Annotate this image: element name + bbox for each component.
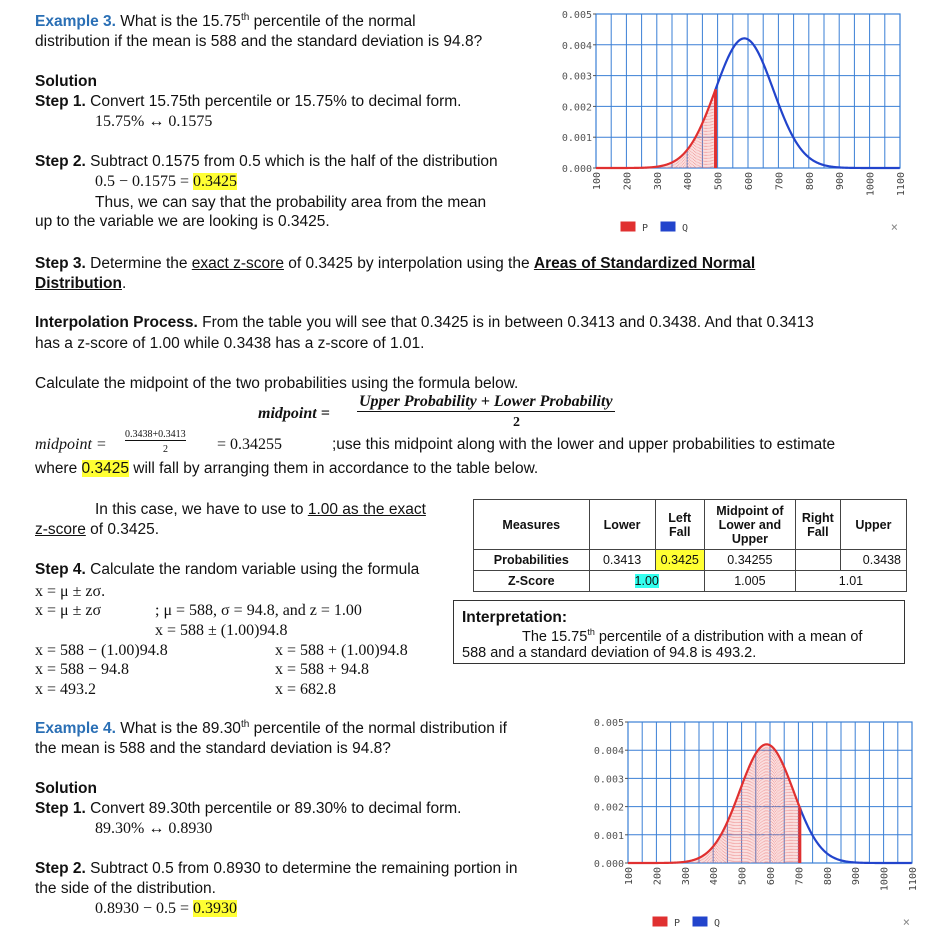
x-tick-label: 200	[622, 172, 634, 191]
step2: Step 2. Subtract 0.1575 from 0.5 which is the half of the distribution	[35, 153, 498, 170]
interpretation-line2: 588 and a standard deviation of 94.8 is 493.2.	[462, 645, 757, 661]
y-tick-label: 0.003	[593, 774, 624, 786]
solution-heading: Solution	[35, 73, 97, 90]
ex4-step2: Step 2. Subtract 0.5 from 0.8930 to determine the remaining portion in	[35, 860, 518, 877]
ex4-step1: Step 1. Convert 89.30th percentile or 89.30% to decimal form.	[35, 800, 462, 817]
left-calc-3: x = 493.2	[35, 681, 97, 698]
interpretation-title: Interpretation:	[462, 609, 568, 626]
formula-3: x = 588 ± (1.00)94.8	[155, 622, 288, 639]
normal-chart-2	[580, 716, 920, 943]
thus-line2: up to the variable we are looking is 0.3425.	[35, 213, 330, 230]
y-tick-label: 0.002	[593, 802, 624, 814]
example3-question: Example 3. What is the 15.75th percentile of the normal	[35, 12, 416, 31]
case-line1: In this case, we have to use to 1.00 as the exact	[95, 501, 426, 518]
midpoint-lhs: midpoint =	[258, 405, 330, 422]
interpolation-line2: has a z-score of 1.00 while 0.3438 has a z-score of 1.01.	[35, 335, 425, 352]
step4: Step 4. Calculate the random variable using the formula	[35, 561, 420, 578]
y-tick-label: 0.005	[561, 10, 592, 21]
y-tick-label: 0.002	[561, 102, 592, 114]
x-tick-label: 600	[766, 867, 777, 886]
step3: Step 3. Determine the exact z-score of 0.3425 by interpolation using the Areas of Standardized Normal Distribution.	[35, 255, 756, 292]
legend-p-label: P	[642, 223, 649, 234]
x-tick-label: 800	[822, 867, 834, 886]
normal-chart-1	[548, 8, 908, 248]
x-tick-label: 900	[851, 867, 863, 886]
x-tick-label: 200	[652, 867, 664, 886]
x-tick-label: 500	[713, 172, 725, 191]
right-calc-1: x = 588 + (1.00)94.8	[275, 642, 408, 659]
example3-label: Example 3.	[35, 13, 116, 31]
legend-q-label: Q	[714, 918, 721, 929]
step1: Step 1. Convert 15.75th percentile or 15.75% to decimal form.	[35, 93, 462, 110]
table-row-zscore: Z-Score 1.00 1.005 1.01	[474, 571, 907, 592]
ex4-step2-line2: the side of the distribution.	[35, 880, 216, 897]
measures-table-wrap	[473, 499, 907, 592]
legend-p-swatch	[652, 916, 668, 927]
y-tick-label: 0.001	[593, 830, 624, 842]
right-calc-2: x = 588 + 94.8	[275, 661, 370, 678]
midpoint2-result: = 0.34255	[217, 436, 283, 453]
example4-question-line2: the mean is 588 and the standard deviation is 94.8?	[35, 740, 391, 757]
example3-question-line2: distribution if the mean is 588 and the standard deviation is 94.8?	[35, 33, 483, 50]
x-tick-label: 100	[624, 867, 635, 886]
midpoint2-numerator: 0.3438+0.3413	[125, 429, 186, 440]
th-left-fall: Left Fall	[655, 500, 704, 550]
legend-q-label: Q	[682, 223, 689, 234]
right-calc-3: x = 682.8	[275, 681, 337, 698]
example4-question: Example 4. What is the 89.30th percentile of the normal distribution if	[35, 719, 507, 738]
x-tick-label: 800	[804, 172, 816, 191]
interpretation-line1: The 15.75th percentile of a distribution with a mean of	[522, 627, 863, 645]
y-tick-label: 0.001	[561, 133, 592, 145]
midpoint-denominator: 2	[513, 415, 520, 430]
x-tick-label: 300	[680, 867, 692, 886]
y-tick-label: 0.004	[593, 746, 624, 758]
midpoint-numerator: Upper Probability + Lower Probability	[359, 393, 613, 410]
y-tick-label: 0.005	[593, 718, 624, 729]
midpoint-use-note: ;use this midpoint along with the lower and upper probabilities to estimate	[332, 436, 836, 453]
formula-2-given: ; μ = 588, σ = 94.8, and z = 1.00	[155, 602, 362, 619]
ex4-step2-math: 0.8930 − 0.5 = 0.3930	[95, 900, 238, 917]
left-calc-2: x = 588 − 94.8	[35, 661, 130, 678]
x-tick-label: 300	[652, 172, 664, 191]
x-tick-label: 400	[683, 172, 695, 191]
th-midpoint: Midpoint of Lower and Upper	[704, 500, 795, 550]
zscore-link[interactable]: z-score	[35, 521, 86, 538]
exact-zscore-link-2[interactable]: 1.00 as the exact	[307, 501, 426, 518]
case-line2: z-score of 0.3425.	[35, 521, 160, 538]
normal-chart-2-svg	[580, 716, 920, 938]
midpoint2-denominator: 2	[163, 444, 168, 455]
interpretation-box	[453, 600, 905, 664]
legend-q-swatch	[692, 916, 708, 927]
legend-q-swatch	[660, 221, 676, 232]
close-icon: ×	[890, 220, 898, 234]
formula-2: x = μ ± zσ	[35, 602, 102, 619]
y-tick-label: 0.004	[561, 40, 592, 52]
legend-p-label: P	[674, 918, 681, 929]
x-tick-label: 900	[835, 172, 847, 191]
midpoint2-lhs: midpoint =	[35, 436, 107, 453]
x-tick-label: 100	[592, 172, 603, 191]
table-row-probabilities: Probabilities 0.3413 0.3425 0.34255 0.3438	[474, 550, 907, 571]
calculate-line: Calculate the midpoint of the two probabilities using the formula below.	[35, 375, 519, 392]
x-tick-label: 1000	[879, 867, 891, 892]
th-right-fall: Right Fall	[795, 500, 840, 550]
areas-table-link-2[interactable]: Distribution	[35, 275, 122, 292]
exact-zscore-link[interactable]: exact z-score	[191, 255, 284, 272]
x-tick-label: 700	[774, 172, 786, 191]
x-tick-label: 500	[737, 867, 749, 886]
normal-chart-1-svg	[548, 8, 908, 243]
measures-table	[473, 499, 907, 592]
y-tick-label: 0.000	[561, 164, 592, 175]
solution4-heading: Solution	[35, 780, 97, 797]
left-calc-1: x = 588 − (1.00)94.8	[35, 642, 168, 659]
x-tick-label: 600	[744, 172, 755, 191]
close-icon: ×	[902, 915, 910, 929]
y-tick-label: 0.000	[593, 859, 624, 870]
legend-p-swatch	[620, 221, 636, 232]
step1-math: 15.75% ↔ 0.1575	[95, 113, 213, 130]
table-header-row	[474, 500, 907, 550]
x-tick-label: 1100	[896, 172, 907, 197]
interpolation-line1: Interpolation Process. From the table you will see that 0.3425 is in between 0.3413 and 0.3438. And that 0.3413	[35, 314, 814, 331]
areas-table-link[interactable]: Areas of Standardized Normal	[533, 255, 756, 272]
formula-1: x = μ ± zσ.	[35, 583, 106, 600]
step2-math: 0.5 − 0.1575 = 0.3425	[95, 173, 238, 190]
x-tick-label: 1000	[865, 172, 877, 197]
th-measures: Measures	[474, 500, 590, 550]
x-tick-label: 1100	[908, 867, 919, 892]
th-lower: Lower	[589, 500, 655, 550]
ex4-step1-math: 89.30% ↔ 0.8930	[95, 820, 213, 837]
th-upper: Upper	[840, 500, 906, 550]
y-tick-label: 0.003	[561, 71, 592, 83]
thus-line1: Thus, we can say that the probability area from the mean	[95, 194, 487, 211]
where-line: where 0.3425 will fall by arranging them in accordance to the table below.	[35, 460, 539, 477]
x-tick-label: 400	[709, 867, 721, 886]
example4-label: Example 4.	[35, 720, 116, 738]
x-tick-label: 700	[794, 867, 806, 886]
